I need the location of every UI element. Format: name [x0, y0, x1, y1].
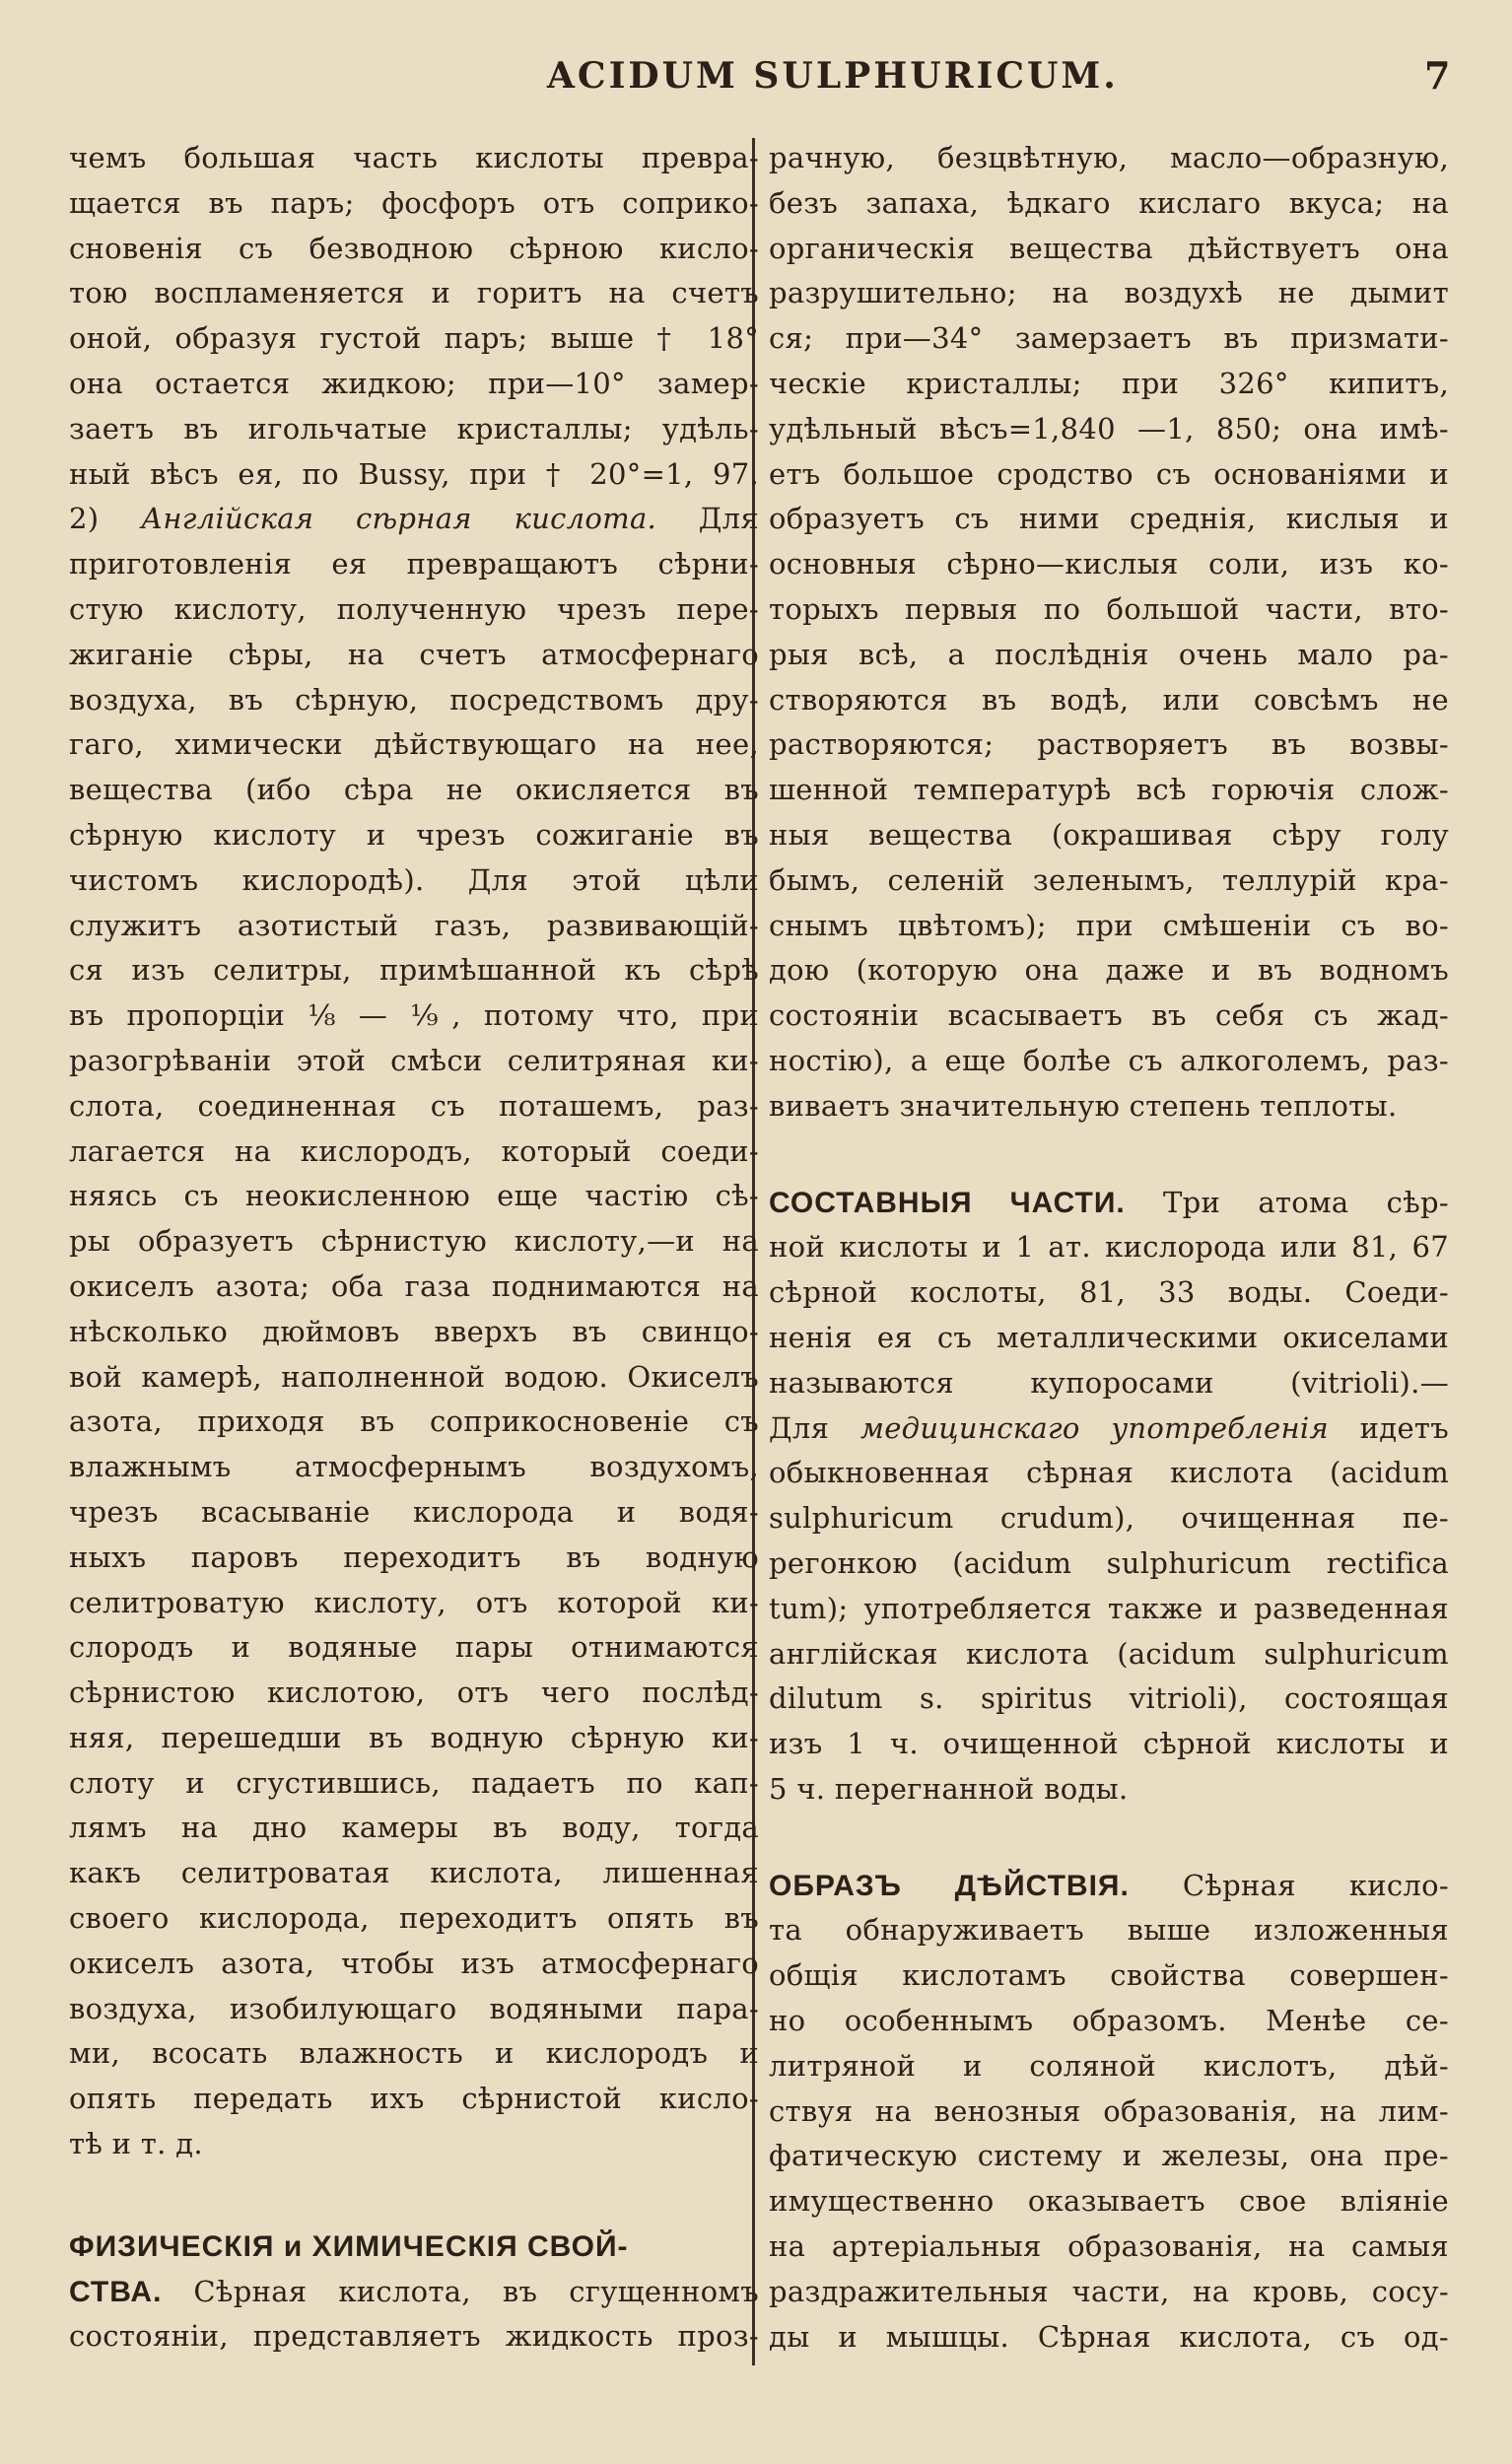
text-line: няясь съ неокисленною еще частію сѣ- [69, 1179, 759, 1213]
text-line: бымъ, селеній зеленымъ, теллурій кра- [769, 862, 1449, 897]
text-line: стую кислоту, полученную чрезъ пере- [69, 591, 759, 626]
text-line: тѣ и т. д. [69, 2127, 203, 2161]
text-line: гаго, химически дѣйствующаго на нее, [69, 727, 759, 762]
text-line: 5 ч. перегнанной воды. [769, 1771, 1129, 1806]
text-line: тою воспламеняется и горитъ на счетъ [69, 276, 759, 310]
text-line: шенной температурѣ всѣ горючія слож- [769, 773, 1449, 807]
text-line: dilutum s. spiritus vitrioli), состоящая [769, 1681, 1449, 1716]
text-line: сѣрнистою кислотою, отъ чего послѣд- [69, 1676, 759, 1710]
text-line: оной, образуя густой паръ; выше † 18° [69, 321, 759, 356]
text-line: ческіе кристаллы; при 326° кипитъ, [769, 366, 1449, 400]
text-line: жиганіе сѣры, на счетъ атмосфернаго [69, 637, 759, 671]
text-line: азота, приходя въ соприкосновеніе съ [69, 1404, 759, 1439]
section-heading-properties: ФИЗИЧЕСКІЯ и ХИМИЧЕСКІЯ СВОЙ- [69, 2229, 629, 2263]
text-line: литряной и соляной кислотъ, дѣй- [769, 2048, 1449, 2083]
text-span: Сѣрная кисло- [1182, 1868, 1449, 1902]
text-line: влажнымъ атмосфернымъ воздухомъ, [69, 1450, 759, 1484]
item-number: 2) [69, 502, 100, 536]
text-line: въ пропорціи ⅛ — ⅑, потому что, при [69, 998, 759, 1033]
text-line: удѣльный вѣсъ=1,840 —1, 850; она имѣ- [769, 411, 1449, 445]
text-line: вой камерѣ, наполненной водою. Окиселъ [69, 1359, 759, 1394]
text-line: ми, всосать влажность и кислородъ и [69, 2036, 759, 2071]
text-line: имущественно оказываетъ свое вліяніе [769, 2184, 1449, 2219]
text-line: окиселъ азота; оба газа поднимаются на [69, 1268, 759, 1303]
paragraph-medical-use [769, 1451, 1449, 1812]
text-line: створяются въ водѣ, или совсѣмъ не [769, 682, 1449, 717]
text-line: ненія ея съ металлическими окиселами [769, 1320, 1449, 1354]
spacer [69, 2167, 759, 2224]
text-span: идетъ [1359, 1410, 1449, 1445]
text-line: разрушительно; на воздухѣ не дымит [769, 276, 1449, 310]
medical-use-line [769, 1406, 1449, 1452]
text-line: безъ запаха, ѣдкаго кислаго вкуса; на [769, 185, 1449, 220]
english-sulfuric-acid-title: Англійская сѣрная кислота. [141, 502, 657, 536]
text-line: англійская кислота (acidum sulphuricum [769, 1636, 1449, 1671]
medical-use-title: медицинскаго употребленія [859, 1410, 1330, 1445]
text-line: приготовленія ея превращаютъ сѣрни- [69, 547, 759, 582]
text-line: ной кислоты и 1 ат. кислорода или 81, 67 [769, 1230, 1449, 1265]
text-line: регонкою (acidum sulphuricum rectifica [769, 1545, 1449, 1580]
text-line: воздуха, изобилующаго водяными пара- [69, 1991, 759, 2025]
spacer [769, 1813, 1449, 1864]
text-line: растворяются; растворяетъ въ возвы- [769, 727, 1449, 762]
text-span: Сѣрная кислота, въ сгущенномъ [193, 2274, 759, 2308]
text-line: рачную, безцвѣтную, масло—образную, [769, 141, 1449, 174]
text-line: ся изъ селитры, примѣшанной къ сѣрѣ [69, 953, 759, 988]
text-span: Для [698, 502, 759, 536]
text-line: слота, соединенная съ поташемъ, раз- [69, 1088, 759, 1123]
section-heading-composition: СОСТАВНЫЯ ЧАСТИ. [769, 1186, 1126, 1219]
text-line: няя, перешедши въ водную сѣрную ки- [69, 1720, 759, 1754]
text-line: вещества (ибо сѣра не окисляется въ [69, 773, 759, 807]
section-heading-continuation: СТВА. [69, 2275, 163, 2308]
text-line: ныя вещества (окрашивая сѣру голу [769, 817, 1449, 852]
text-line: слородъ и водяные пары отнимаются [69, 1630, 759, 1665]
text-span: Три атома сѣр- [1162, 1185, 1449, 1219]
text-line: щается въ паръ; фосфоръ отъ соприко- [69, 185, 759, 220]
text-line: та обнаруживаетъ выше изложенныя [769, 1913, 1449, 1948]
text-line: на артеріальныя образованія, на самыя [769, 2229, 1449, 2264]
text-line: ды и мышцы. Сѣрная кислота, съ од- [769, 2319, 1449, 2354]
text-line: она остается жидкою; при—10° замер- [69, 366, 759, 400]
text-line: сновенія съ безводною сѣрною кисло- [69, 231, 759, 265]
paragraph-properties [69, 2314, 759, 2360]
text-line: разогрѣваніи этой смѣси селитряная ки- [69, 1043, 759, 1077]
text-line: снымъ цвѣтомъ); при смѣшеніи съ во- [769, 908, 1449, 942]
right-column [769, 136, 1449, 2360]
text-line: селитроватую кислоту, отъ которой ки- [69, 1585, 759, 1619]
paragraph-action [769, 1908, 1449, 2360]
text-line: ныхъ паровъ переходитъ въ водную [69, 1540, 759, 1574]
text-line: служитъ азотистый газъ, развивающій- [69, 908, 759, 942]
text-line: лямъ на дно камеры въ воду, тогда [69, 1811, 759, 1845]
text-line: дою (которую она даже и въ водномъ [769, 953, 1449, 988]
text-line: чистомъ кислородѣ). Для этой цѣли [69, 862, 759, 897]
text-line: состояніи, представляетъ жидкость проз- [69, 2319, 759, 2354]
text-line: сѣрной кослоты, 81, 33 воды. Соеди- [769, 1275, 1449, 1310]
text-line: ся; при—34° замерзаетъ въ призмати- [769, 321, 1449, 356]
text-line: ры образуетъ сѣрнистую кислоту,—и на [69, 1224, 759, 1259]
text-line: sulphuricum crudum), очищенная пе- [769, 1501, 1449, 1536]
text-line: нѣсколько дюймовъ вверхъ въ свинцо- [69, 1314, 759, 1348]
text-line: чемъ большая часть кислоты превра- [69, 141, 759, 174]
text-line: называются купоросами (vitrioli).— [769, 1365, 1449, 1400]
text-line: tum); употребляется также и разведенная [769, 1591, 1449, 1625]
text-span: Для [769, 1410, 830, 1445]
text-line: лагается на кислородъ, который соеди- [69, 1133, 759, 1168]
text-line: торыхъ первыя по большой части, вто- [769, 591, 1449, 626]
text-line: фатическую систему и железы, она пре- [769, 2139, 1449, 2173]
text-line: основныя сѣрно—кислыя соли, изъ ко- [769, 547, 1449, 582]
page-number: 7 [1424, 53, 1451, 98]
text-line: ный вѣсъ ея, по Bussy, при † 20°=1, 97. [69, 456, 759, 491]
text-line: состояніи всасываетъ въ себя съ жад- [769, 998, 1449, 1033]
text-line: своего кислорода, переходитъ опять въ [69, 1901, 759, 1936]
text-line: виваетъ значительную степень теплоты. [769, 1088, 1398, 1123]
text-line: слоту и сгустившись, падаетъ по кап- [69, 1765, 759, 1800]
text-line: раздражительныя части, на кровь, сосу- [769, 2274, 1449, 2308]
spacer [769, 1129, 1449, 1181]
text-line: ствуя на венозныя образованія, на лим- [769, 2093, 1449, 2128]
paragraph-2 [69, 542, 759, 2167]
text-line: окиселъ азота, чтобы изъ атмосфернаго [69, 1946, 759, 1980]
running-title: ACIDUM SULPHURICUM. [547, 55, 1119, 97]
left-column [69, 136, 759, 2360]
text-line: воздуха, въ сѣрную, посредствомъ дру- [69, 682, 759, 717]
text-line: етъ большое сродство съ основаніями и [769, 456, 1449, 491]
text-line: какъ селитроватая кислота, лишенная [69, 1856, 759, 1890]
text-line: образуетъ съ ними среднія, кислыя и [769, 502, 1449, 536]
text-line: рыя всѣ, а послѣднія очень мало ра- [769, 637, 1449, 671]
text-line: сѣрную кислоту и чрезъ сожиганіе въ [69, 817, 759, 852]
text-line: ностію), а еще болѣе съ алкоголемъ, раз- [769, 1043, 1449, 1077]
section-composition-first-line [769, 1181, 1449, 1226]
text-line: обыкновенная сѣрная кислота (acidum [769, 1456, 1449, 1490]
page-header [0, 49, 1512, 108]
section-heading-action: ОБРАЗЪ ДѢЙСТВІЯ. [769, 1869, 1130, 1902]
text-line: но особеннымъ образомъ. Менѣе се- [769, 2004, 1449, 2038]
text-line: органическія вещества дѣйствуетъ она [769, 231, 1449, 265]
section-heading-properties-line-2 [69, 2270, 759, 2315]
paragraph-2-first-line [69, 497, 759, 542]
section-action-first-line [769, 1864, 1449, 1909]
text-line: изъ 1 ч. очищенной сѣрной кислоты и [769, 1727, 1449, 1761]
text-line: заетъ въ игольчатые кристаллы; удѣль- [69, 411, 759, 445]
text-line: общія кислотамъ свойства совершен- [769, 1958, 1449, 1993]
paragraph-composition [769, 1225, 1449, 1405]
text-line: опять передать ихъ сѣрнистой кисло- [69, 2082, 759, 2116]
text-line: чрезъ всасываніе кислорода и водя- [69, 1494, 759, 1529]
paragraph-continuation [769, 136, 1449, 1129]
paragraph-1 [69, 136, 759, 497]
